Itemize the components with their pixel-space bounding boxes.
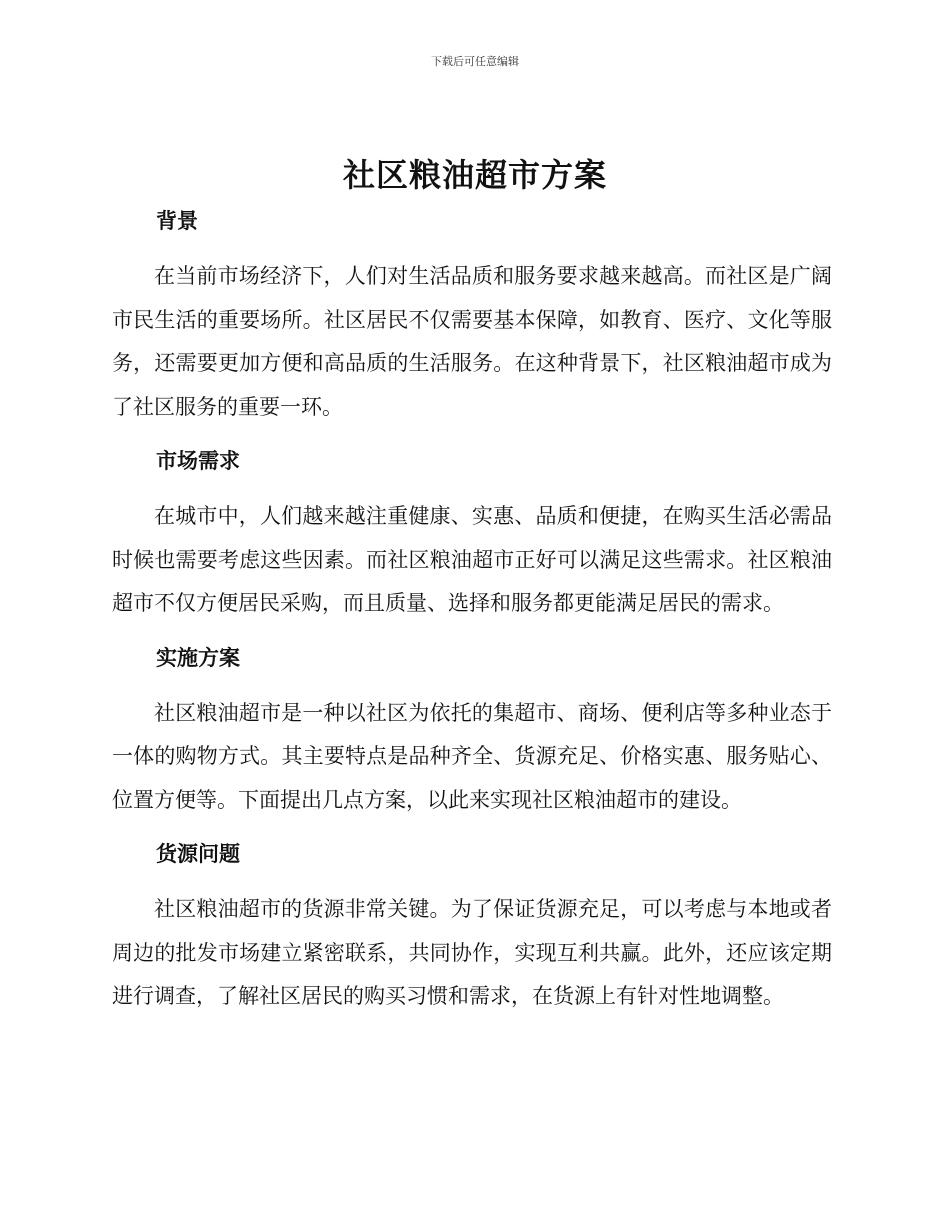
section-heading-supply-issue: 货源问题 — [156, 842, 240, 866]
section-paragraph-background: 在当前市场经济下，人们对生活品质和服务要求越来越高。而社区是广阔市民生活的重要场所。社区居民不仅需要基本保障，如教育、医疗、文化等服务，还需要更加方便和高品质的生活服务。在这种背景下，社区粮油超市成为了社区服务的重要一环。 — [112, 264, 832, 419]
section-heading-background: 背景 — [156, 209, 198, 233]
section-paragraph-market-demand: 在城市中，人们越来越注重健康、实惠、品质和便捷，在购买生活必需品时候也需要考虑这些因素。而社区粮油超市正好可以满足这些需求。社区粮油超市不仅方便居民采购，而且质量、选择和服务都更能满足居民的需求。 — [112, 504, 832, 615]
document-title: 社区粮油超市方案 — [342, 156, 607, 194]
page-header: 下载后可任意编辑 — [431, 55, 519, 68]
document-body — [112, 203, 832, 1019]
section-paragraph-supply-issue: 社区粮油超市的货源非常关键。为了保证货源充足，可以考虑与本地或者周边的批发市场建立紧密联系，共同协作，实现互利共赢。此外，还应该定期进行调查，了解社区居民的购买习惯和需求，在货源上有针对性地调整。 — [112, 897, 832, 1008]
section-paragraph-implementation-plan: 社区粮油超市是一种以社区为依托的集超市、商场、便利店等多种业态于一体的购物方式。其主要特点是品种齐全、货源充足、价格实惠、服务贴心、位置方便等。下面提出几点方案，以此来实现社区粮油超市的建设。 — [112, 700, 832, 812]
section-heading-implementation-plan: 实施方案 — [156, 645, 240, 670]
section-heading-market-demand: 市场需求 — [156, 449, 240, 473]
